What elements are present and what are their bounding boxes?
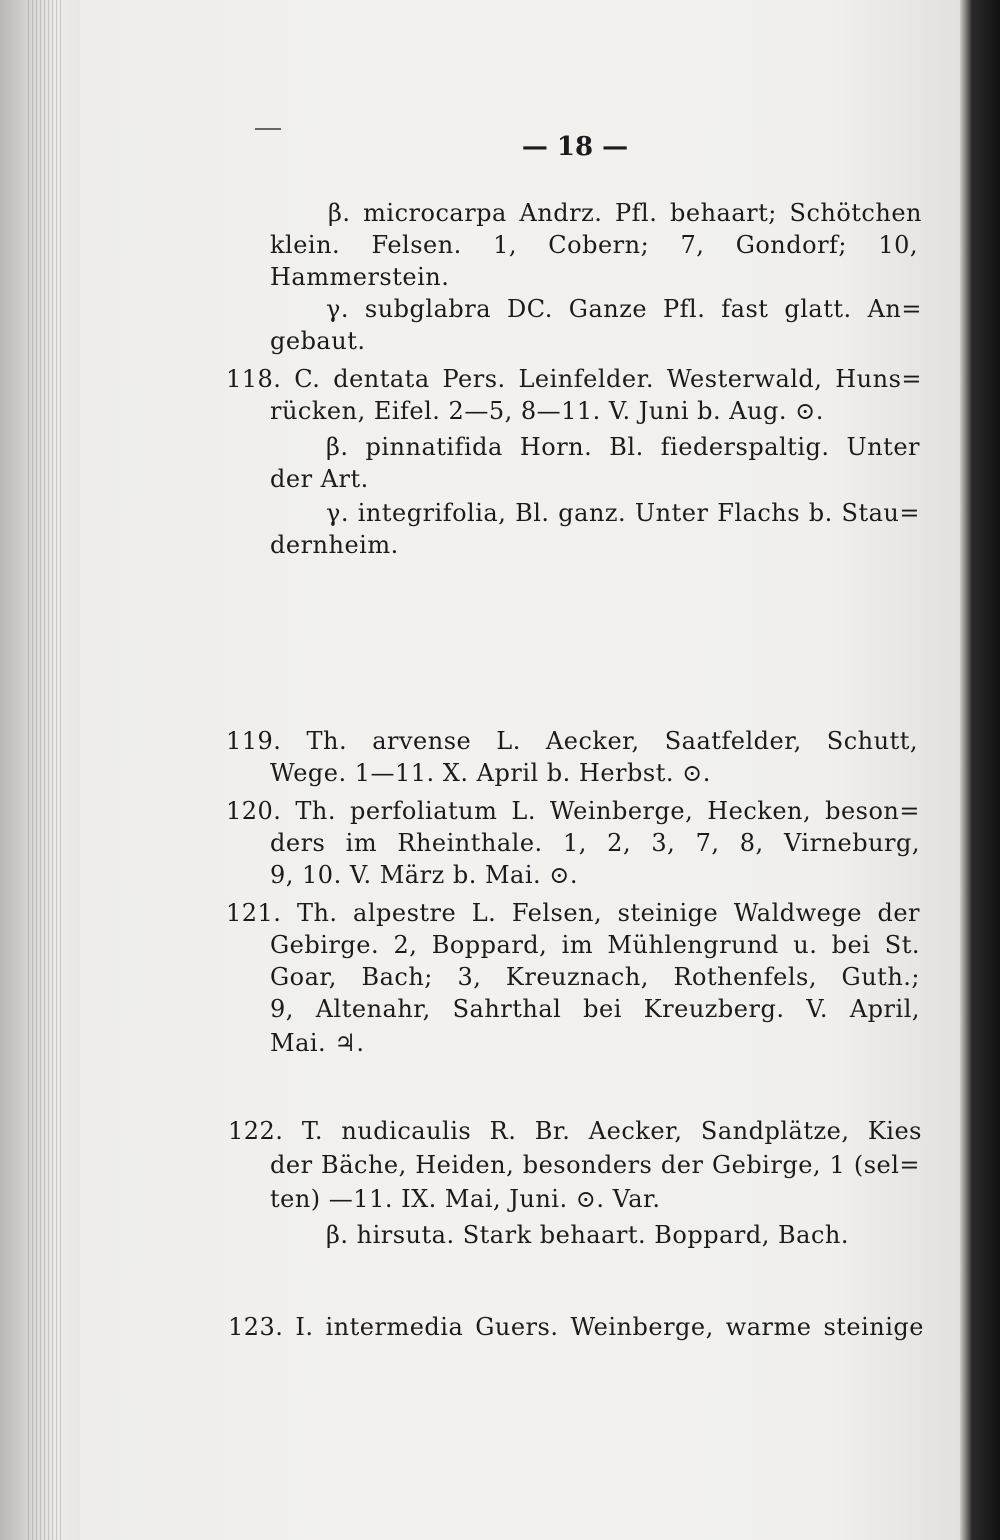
text-line: dernheim. (270, 531, 399, 559)
text-line: β. microcarpa Andrz. Pfl. behaart; Schötchen (328, 199, 922, 227)
text-line: Hammerstein. (270, 263, 450, 291)
page-edge (960, 0, 1000, 1540)
entry-121: 121. Th. alpestre L. Felsen, steinige Waldwege der (226, 899, 920, 927)
text-line: ders im Rheinthale. 1, 2, 3, 7, 8, Virneburg, (270, 829, 920, 857)
text-line: β. hirsuta. Stark behaart. Boppard, Bach. (326, 1221, 849, 1249)
text-line: klein. Felsen. 1, Cobern; 7, Gondorf; 10, (270, 231, 918, 259)
page-number: — 18 — (521, 132, 629, 162)
text-line: γ. integrifolia, Bl. ganz. Unter Flachs b. Stau= (326, 499, 920, 527)
text-line: gebaut. (270, 327, 366, 355)
stray-mark (255, 128, 281, 130)
text-line: 9, 10. V. März b. Mai. ⊙. (270, 861, 579, 889)
text-line: Mai. ♃. (270, 1029, 365, 1057)
text-line: ten) —11. IX. Mai, Juni. ⊙. Var. (270, 1185, 661, 1213)
text-line: rücken, Eifel. 2—5, 8—11. V. Juni b. Aug. ⊙. (270, 397, 824, 425)
text-line: 9, Altenahr, Sahrthal bei Kreuzberg. V. April, (270, 995, 920, 1023)
text-line: γ. subglabra DC. Ganze Pfl. fast glatt. An= (326, 295, 922, 323)
entry-119: 119. Th. arvense L. Aecker, Saatfelder, Schutt, (226, 727, 918, 755)
text-line: Goar, Bach; 3, Kreuznach, Rothenfels, Guth.; (270, 963, 920, 991)
entry-120: 120. Th. perfoliatum L. Weinberge, Hecken, beson= (226, 797, 920, 825)
text-line: der Art. (270, 465, 369, 493)
entry-122: 122. T. nudicaulis R. Br. Aecker, Sandplätze, Kies (228, 1117, 922, 1145)
book-spine (0, 0, 80, 1540)
entry-123: 123. I. intermedia Guers. Weinberge, warme steinige (228, 1313, 924, 1341)
entry-118: 118. C. dentata Pers. Leinfelder. Westerwald, Huns= (226, 365, 922, 393)
text-line: Wege. 1—11. X. April b. Herbst. ⊙. (270, 759, 711, 787)
text-line: der Bäche, Heiden, besonders der Gebirge, 1 (sel= (270, 1151, 920, 1179)
text-line: β. pinnatifida Horn. Bl. fiederspaltig. Unter (326, 433, 920, 461)
text-line: Gebirge. 2, Boppard, im Mühlengrund u. bei St. (270, 931, 920, 959)
